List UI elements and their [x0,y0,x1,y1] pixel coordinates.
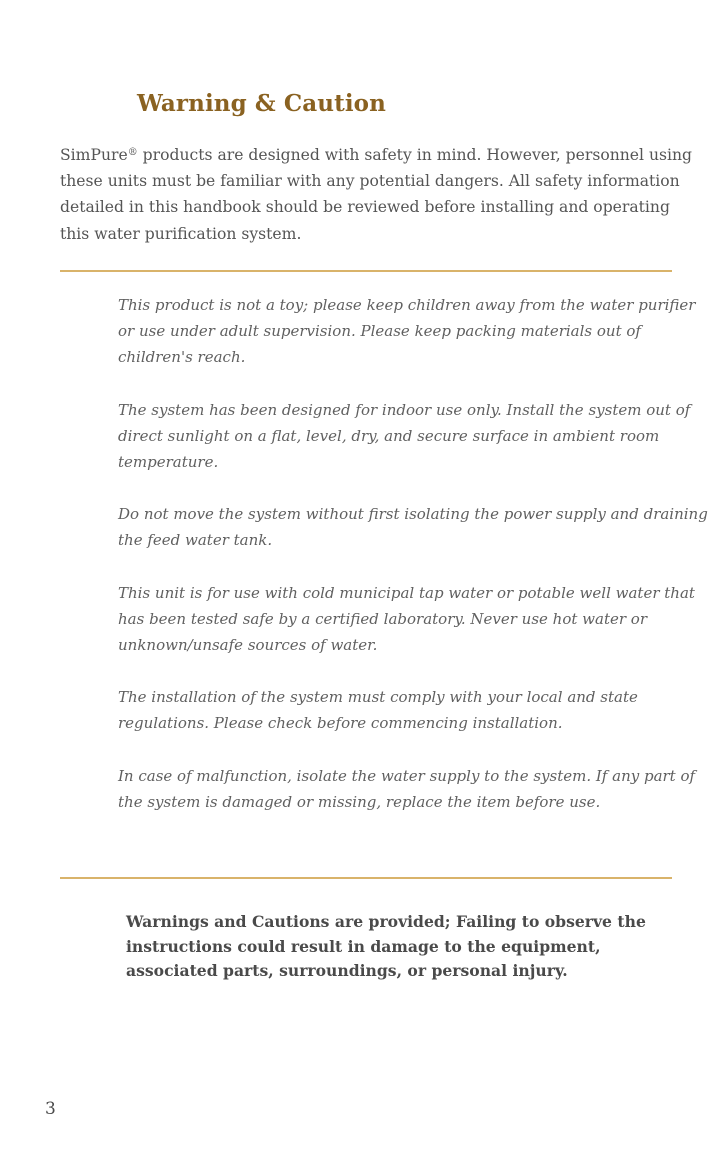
warning-item: In case of malfunction, isolate the water supply to the system. If any part of the system is damaged or missing, replace the item before use. [118,766,696,811]
page-number: 3 [45,1099,56,1119]
warning-item: Do not move the system without first isolating the power supply and draining the feed water tank. [118,505,708,550]
intro-paragraph [60,142,698,247]
registered-mark: ® [127,147,138,158]
warning-item: This unit is for use with cold municipal tap water or potable well water that has been tested safe by a certified laboratory. Never use hot water or unknown/unsafe sources of water. [118,583,695,655]
warning-item: This product is not a toy; please keep children away from the water purifier or use under adult supervision. Please keep packing materials out of children's reach. [118,296,696,367]
divider-top [60,270,672,272]
warning-item: The installation of the system must comply with your local and state regulations. Please check before commencing installation. [118,688,638,733]
brand-name: SimPure [60,146,128,164]
caution-note: Warnings and Cautions are provided; Failing to observe the instructions could result in damage to the equipment, associated parts, surroundings, or personal injury. [126,912,646,980]
warning-item: The system has been designed for indoor use only. Install the system out of direct sunlight on a flat, level, dry, and secure surface in ambient room temperature. [118,400,691,472]
divider-bottom [60,877,672,879]
intro-text: products are designed with safety in mind. However, personnel using these units must be familiar with any potential dangers. All safety information detailed in this handbook should be reviewed before installing and operating this water purification system. [60,146,693,243]
warning-list [118,292,708,815]
page-title: Warning & Caution [137,90,386,117]
